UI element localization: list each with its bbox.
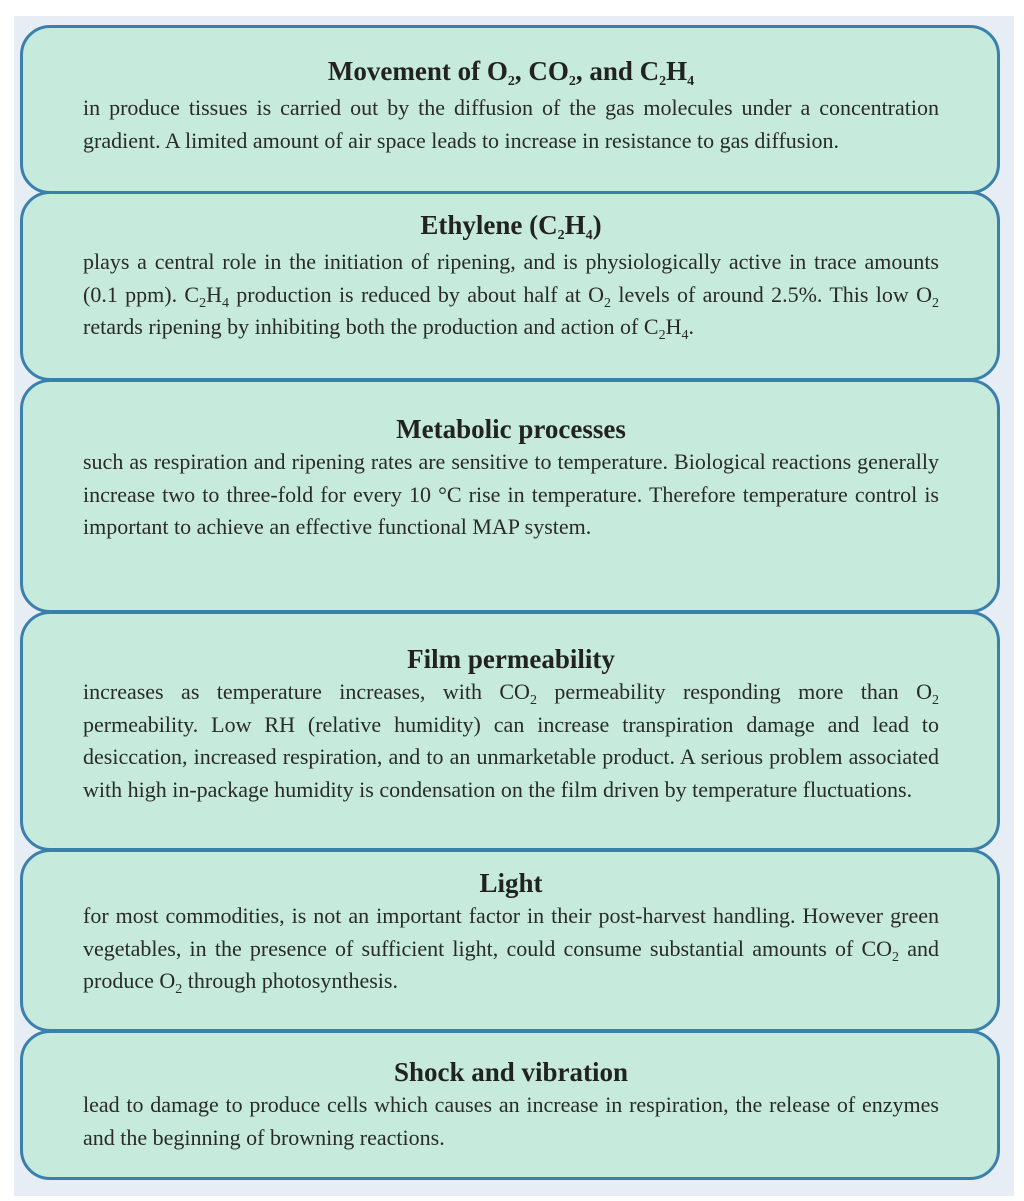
- section-box: [20, 379, 1000, 613]
- section-title: [83, 412, 939, 446]
- text-run: Film permeability: [407, 644, 615, 674]
- section-title: [83, 642, 939, 676]
- text-run: H: [564, 210, 586, 240]
- subscript: 2: [557, 228, 565, 243]
- text-run: Ethylene (C: [420, 210, 558, 240]
- text-run: H: [206, 281, 222, 307]
- text-run: such as respiration and ripening rates are sensitive to temperature. Biological reactions generally increase two to three-fold for every 10 °C rise in temperature. Therefore temperature control is important to achieve an effective functional MAP system.: [83, 449, 939, 539]
- subscript: 2: [199, 295, 207, 311]
- subscript: 2: [175, 982, 183, 997]
- text-run: production is reduced by about half at O: [228, 281, 605, 307]
- text-run: H: [666, 56, 688, 86]
- text-run: permeability. Low RH (relative humidity) can increase transpiration damage and lead to desiccation, increased respiration, and to an unmarketable product. A serious problem associated with high in-package humidity is condensation on the film driven by temperature fluctuations.: [83, 711, 939, 802]
- text-run: ): [592, 210, 602, 240]
- section-title: [83, 208, 939, 242]
- subscript: 2: [529, 693, 537, 708]
- text-run: Shock and vibration: [393, 1057, 629, 1087]
- text-run: Movement of O: [327, 56, 508, 86]
- subscript: 4: [221, 295, 229, 311]
- section-title: [83, 54, 939, 88]
- section-box: [20, 1030, 1000, 1180]
- section-body: [83, 1089, 939, 1154]
- subscript: 2: [892, 949, 900, 965]
- subscript: 2: [931, 295, 939, 311]
- section-body: [83, 246, 939, 344]
- text-run: retards ripening by inhibiting both the production and action of C: [83, 314, 659, 339]
- section-box: [20, 611, 1000, 851]
- section-title: [83, 1055, 939, 1089]
- text-run: lead to damage to produce cells which causes an increase in respiration, the release of enzymes and the beginning of browning reactions.: [83, 1092, 939, 1150]
- text-run: for most commodities, is not an important factor in their post-harvest handling. However green vegetables, in the presence of sufficient light, could consume substantial amounts of CO: [83, 903, 939, 961]
- section-box: [20, 25, 1000, 194]
- section-box: [20, 849, 1000, 1032]
- text-run: levels of around 2.5%. This low O: [611, 281, 932, 307]
- text-run: increases as temperature increases, with CO: [83, 679, 530, 704]
- text-run: in produce tissues is carried out by the diffusion of the gas molecules under a concentration gradient. A limited amount of air space leads to increase in resistance to gas diffusion.: [83, 95, 939, 153]
- text-run: Metabolic processes: [396, 414, 626, 444]
- text-run: , and C: [575, 56, 660, 86]
- subscript: 2: [568, 74, 576, 89]
- subscript: 2: [932, 693, 939, 708]
- subscript: 2: [658, 328, 666, 343]
- section-box: [20, 191, 1000, 381]
- text-run: H: [665, 314, 682, 339]
- subscript: 2: [507, 74, 515, 89]
- text-run: , CO: [514, 56, 569, 86]
- subscript: 4: [585, 228, 593, 243]
- subscript: 4: [681, 328, 689, 343]
- text-run: permeability responding more than O: [536, 679, 932, 704]
- text-run: Light: [479, 868, 543, 898]
- subscript: 2: [659, 74, 667, 89]
- section-body: [83, 446, 939, 544]
- text-run: through photosynthesis.: [182, 968, 398, 993]
- section-body: [83, 676, 939, 806]
- section-title: [83, 866, 939, 900]
- subscript: 2: [604, 295, 612, 311]
- section-body: [83, 92, 939, 157]
- text-run: plays a central role in the initiation of ripening, and is physiologically active in trace amounts (0.1 ppm). C: [83, 249, 939, 307]
- subscript: 4: [687, 74, 695, 89]
- text-run: .: [688, 314, 694, 339]
- text-run: and produce O: [83, 935, 940, 993]
- section-body: [83, 900, 939, 998]
